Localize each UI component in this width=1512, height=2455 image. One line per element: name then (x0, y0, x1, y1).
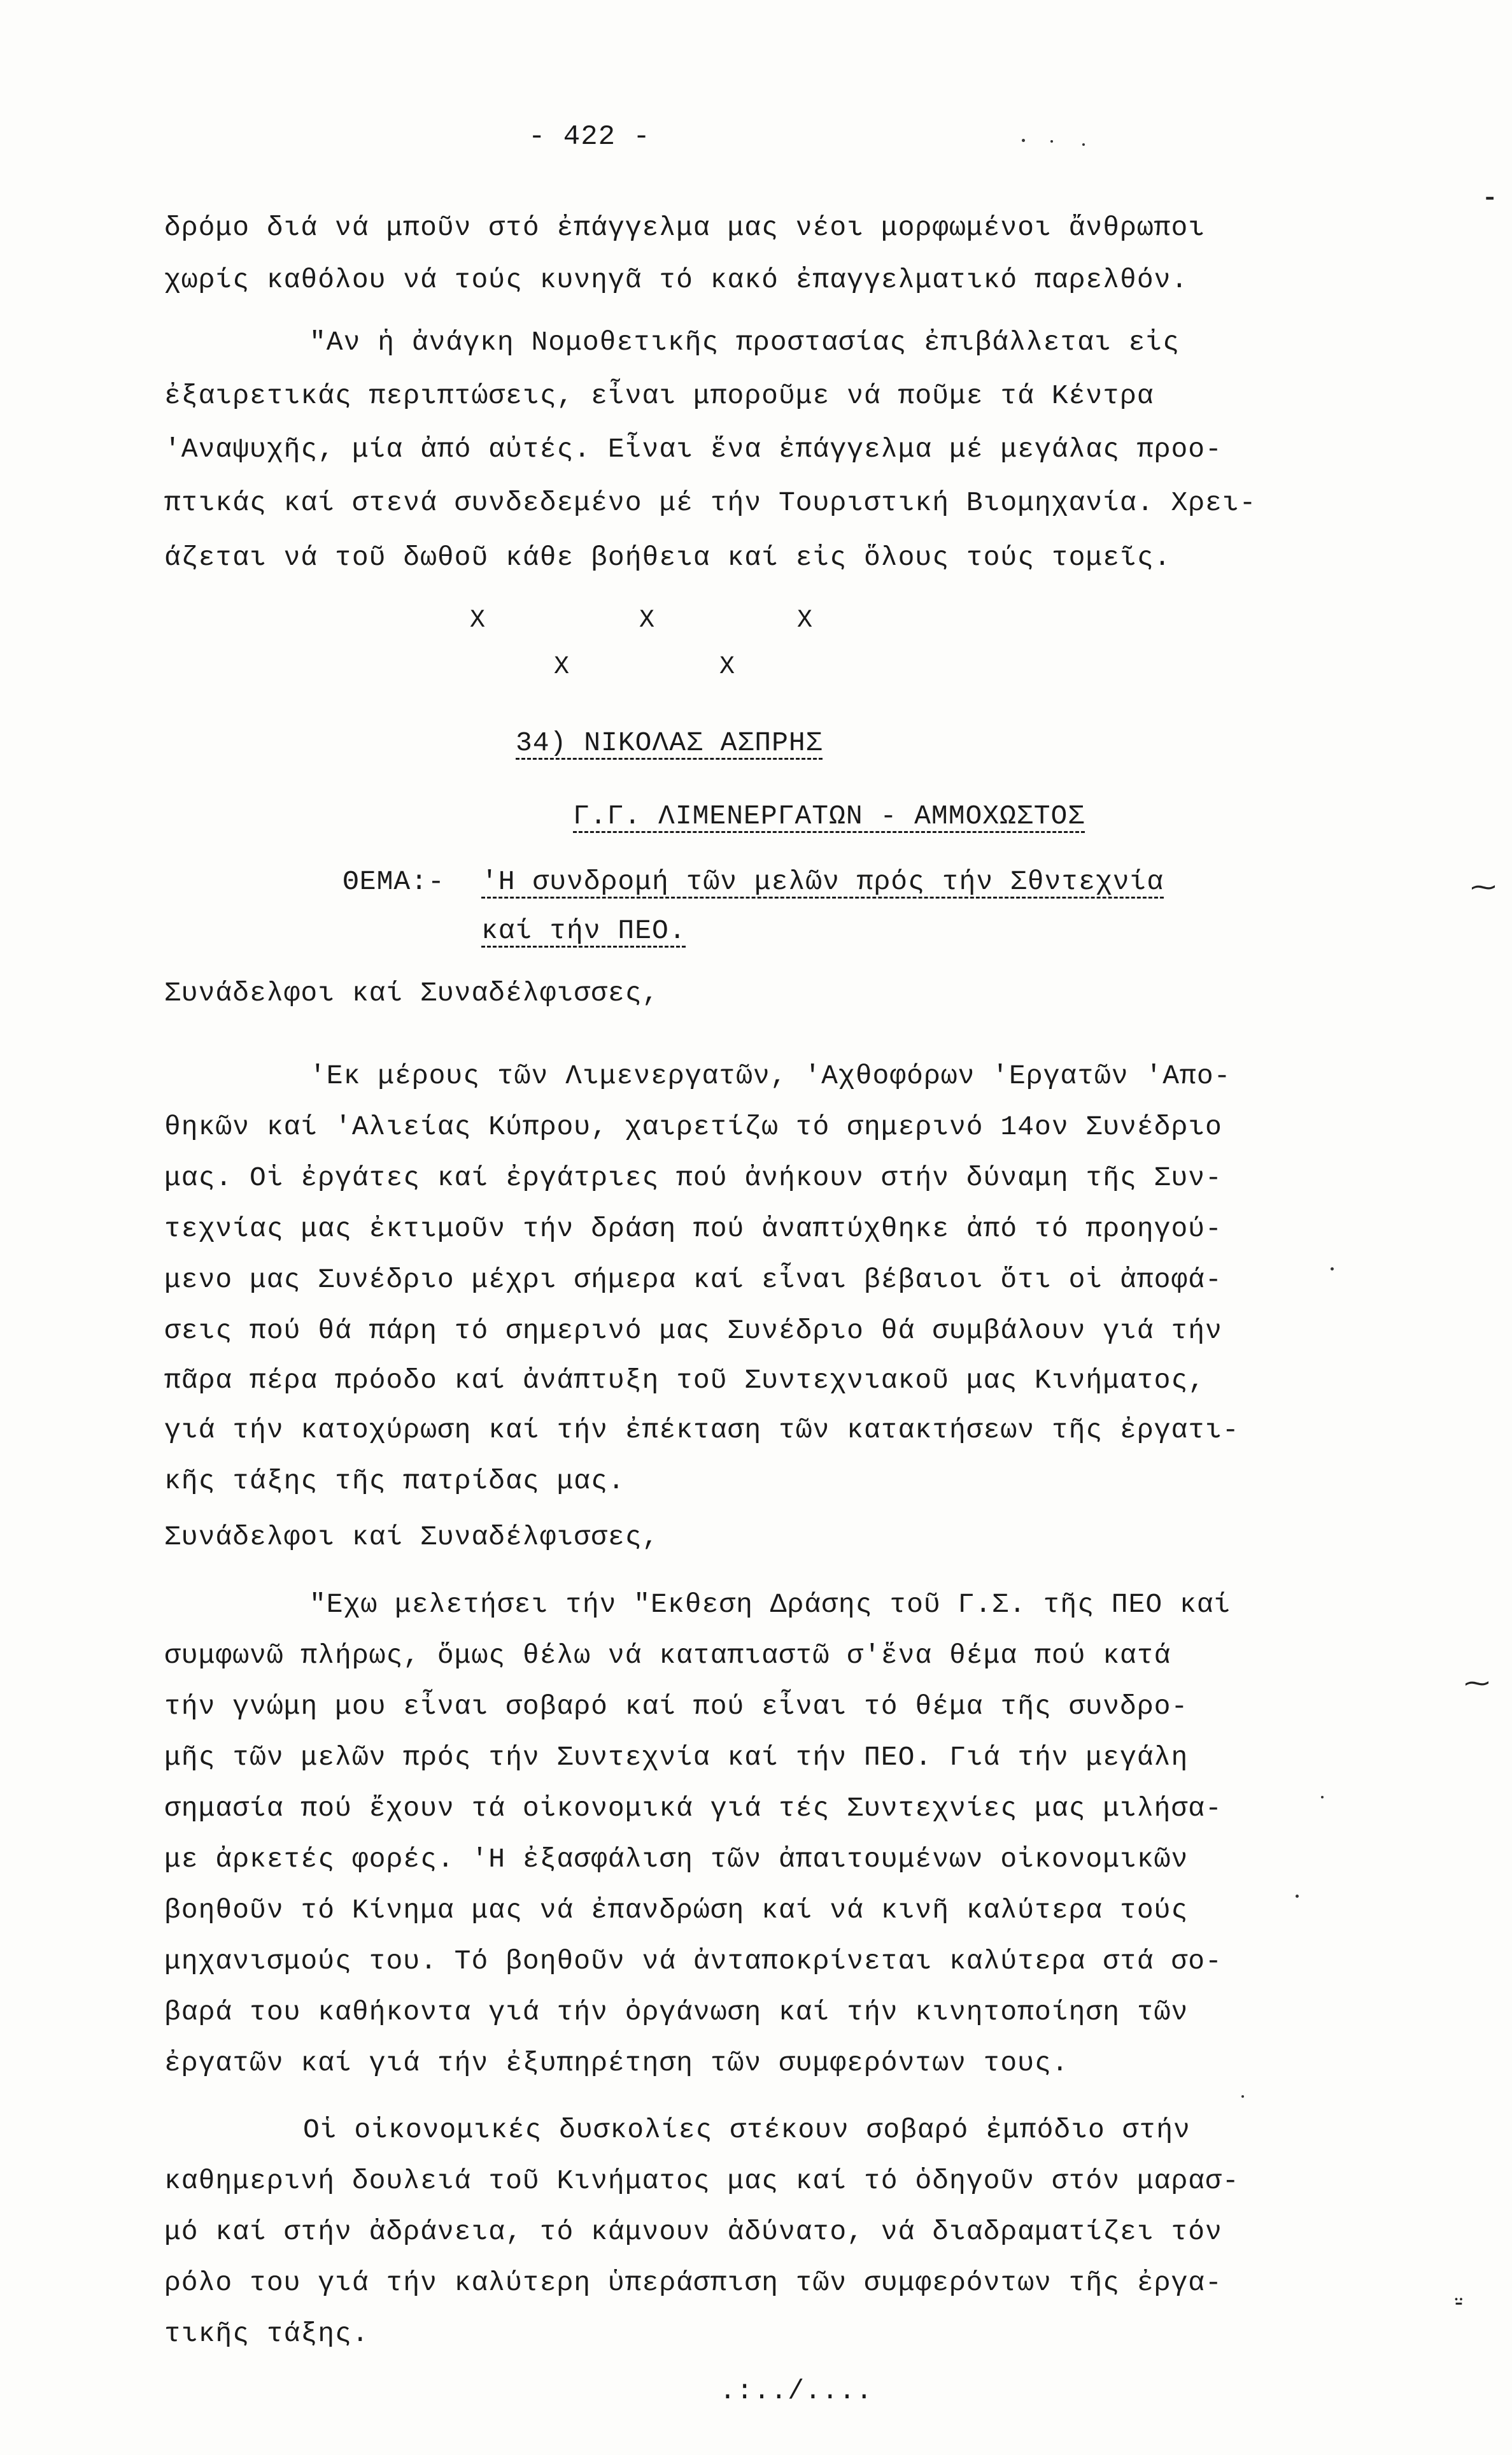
scan-artifact-mark: ⁃ (1483, 185, 1496, 214)
body-line: μας. Οἱ ἐργάτες καί ἐργάτριες πού ἀνήκουν στήν δύναμη τῆς Συν- (164, 1162, 1222, 1193)
scan-speck (1022, 139, 1025, 142)
scan-speck (1241, 2095, 1244, 2098)
body-line: μηχανισμούς του. Τό βοηθοῦν νά ἀνταποκρίνεται καλύτερα στά σο- (164, 1946, 1222, 1977)
body-line: κῆς τάξης τῆς πατρίδας μας. (164, 1465, 625, 1497)
body-line: μενο μας Συνέδριο μέχρι σήμερα καί εἶναι βέβαιοι ὅτι οἱ ἀποφά- (164, 1264, 1222, 1295)
body-line: μῆς τῶν μελῶν πρός τήν Συντεχνία καί τήν ΠΕΟ. Γιά τήν μεγάλη (164, 1742, 1189, 1773)
body-line: 'Αναψυχῆς, μία ἀπό αὐτές. Εἶναι ἕνα ἐπάγγελμα μέ μεγάλας προο- (164, 434, 1222, 465)
separator-mark: X (470, 606, 486, 635)
greeting: Συνάδελφοι καί Συναδέλφισσες, (164, 1521, 660, 1553)
body-line: άζεται νά τοῦ δωθοῦ κάθε βοήθεια καί εἰς ὅλους τούς τομεῖς. (164, 542, 1171, 573)
separator-mark: X (639, 606, 656, 635)
body-line: 'Εκ μέρους τῶν Λιμενεργατῶν, 'Αχθοφόρων 'Εργατῶν 'Απο- (309, 1060, 1231, 1092)
scan-speck (1082, 143, 1085, 146)
body-line: ἐξαιρετικάς περιπτώσεις, εἶναι μποροῦμε νά ποῦμε τά Κέντρα (164, 380, 1154, 411)
body-line: δρόμο διά νά μποῦν στό ἐπάγγελμα μας νέοι μορφωμένοι ἄνθρωποι (164, 212, 1206, 243)
greeting: Συνάδελφοι καί Συναδέλφισσες, (164, 978, 660, 1009)
separator-mark: X (554, 653, 570, 681)
body-line: πᾶρα πέρα πρόοδο καί ἀνάπτυξη τοῦ Συντεχνιακοῦ μας Κινήματος, (164, 1365, 1206, 1396)
body-line: πτικάς καί στενά συνδεδεμένο μέ τήν Τουριστική Βιομηχανία. Χρει- (164, 487, 1257, 518)
body-line: με ἀρκετές φορές. 'Η ἐξασφάλιση τῶν ἀπαιτουμένων οἰκονομικῶν (164, 1844, 1189, 1875)
body-line: τεχνίας μας ἐκτιμοῦν τήν δράση πού ἀναπτύχθηκε ἀπό τό προηγού- (164, 1213, 1222, 1244)
scan-speck (1050, 140, 1053, 143)
body-line: σεις πού θά πάρη τό σημερινό μας Συνέδριο θά συμβάλουν γιά τήν (164, 1315, 1222, 1346)
body-line: γιά τήν κατοχύρωση καί τήν ἐπέκταση τῶν κατακτήσεων τῆς ἐργατι- (164, 1414, 1240, 1446)
scan-speck (1296, 1895, 1299, 1898)
theme-title-continued: καί τήν ΠΕΟ. (481, 915, 686, 946)
body-line: σημασία πού ἔχουν τά οἰκονομικά γιά τές Συντεχνίες μας μιλήσα- (164, 1793, 1222, 1824)
scan-speck (1331, 1267, 1334, 1270)
organization-heading: Γ.Γ. ΛΙΜΕΝΕΡΓΑΤΩΝ - ΑΜΜΟΧΩΣΤΟΣ (573, 801, 1085, 832)
body-line: βοηθοῦν τό Κίνημα μας νά ἐπανδρώση καί νά κινῆ καλύτερα τούς (164, 1895, 1189, 1926)
body-line: μό καί στήν ἀδράνεια, τό κάμνουν ἀδύνατο, νά διαδραματίζει τόν (164, 2216, 1222, 2247)
scan-speck (1321, 1796, 1324, 1798)
body-line: καθημερινή δουλειά τοῦ Κινήματος μας καί τό ὁδηγοῦν στόν μαρασ- (164, 2165, 1240, 2196)
body-line: ρόλο του γιά τήν καλύτερη ὑπεράσπιση τῶν συμφερόντων τῆς ἐργα- (164, 2267, 1222, 2298)
body-line: θηκῶν καί 'Αλιείας Κύπρου, χαιρετίζω τό σημερινό 14ον Συνέδριο (164, 1111, 1222, 1142)
separator-mark: X (719, 653, 736, 681)
body-line: "Αν ἡ ἀνάγκη Νομοθετικῆς προστασίας ἐπιβάλλεται εἰς (309, 327, 1180, 358)
body-line: Οἱ οἰκονομικές δυσκολίες στέκουν σοβαρό ἐμπόδιο στήν (303, 2114, 1191, 2145)
continuation-mark: .:../.... (719, 2375, 873, 2407)
body-line: χωρίς καθόλου νά τούς κυνηγᾶ τό κακό ἐπαγγελματικό παρελθόν. (164, 264, 1189, 295)
page-number: - 422 - (528, 121, 651, 153)
speaker-heading: 34) ΝΙΚΟΛΑΣ ΑΣΠΡΗΣ (516, 727, 823, 758)
body-line: "Εχω μελετήσει τήν "Εκθεση Δράσης τοῦ Γ.Σ. τῆς ΠΕΟ καί (309, 1589, 1231, 1620)
separator-mark: X (797, 606, 814, 635)
theme-label: ΘΕΜΑ:- (343, 866, 445, 897)
body-line: ἐργατῶν καί γιά τήν ἐξυπηρέτηση τῶν συμφερόντων τους. (164, 2047, 1069, 2079)
body-line: βαρά του καθήκοντα γιά τήν ὀργάνωση καί τήν κινητοποίηση τῶν (164, 1996, 1189, 2028)
scan-artifact-mark: ⸚ (1455, 2288, 1463, 2317)
body-line: τικῆς τάξης. (164, 2318, 369, 2349)
theme-title: 'Η συνδρομή τῶν μελῶν πρός τήν Σθντεχνία (481, 866, 1164, 897)
body-line: τήν γνώμη μου εἶναι σοβαρό καί πού εἶναι τό θέμα τῆς συνδρο- (164, 1691, 1189, 1722)
body-line: συμφωνῶ πλήρως, ὅμως θέλω νά καταπιαστῶ σ'ἕνα θέμα πού κατά (164, 1640, 1171, 1671)
scan-artifact-mark: ⁓ (1464, 1669, 1490, 1698)
scan-artifact-mark: ⁓ (1471, 872, 1496, 902)
